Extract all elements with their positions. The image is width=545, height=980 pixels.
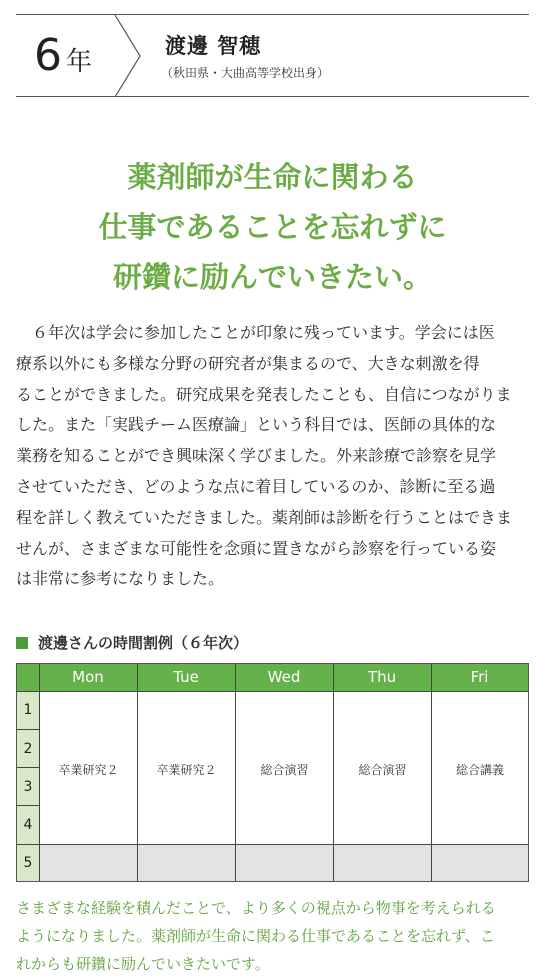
green-square-icon [16,637,28,649]
day-header-mon: Mon [39,664,137,691]
header-bottom-rule [16,96,529,97]
class-entry-tue: 卒業研究２ [156,763,217,777]
header-divider [17,691,528,692]
footer-line: れからも研鑽に励んでいきたいです。 [16,955,270,973]
day-header-wed: Wed [235,664,333,691]
period-3: 3 [17,768,39,806]
period-divider [17,729,39,730]
student-name: 渡邊 智穂 [165,34,262,58]
period-5-cells [39,845,528,881]
period-divider [17,767,39,768]
grade-unit: 年 [66,47,93,77]
schedule-title [16,632,248,653]
student-school: （秋田県・大曲高等学校出身） [161,66,330,80]
body-line: せんが、さまざまな可能性を念頭に置きながら診察を行っている姿 [16,538,497,558]
body-line: 業務を知ることができ興味深く学びました。外来診療で診察を見学 [16,446,497,466]
day-header-tue: Tue [137,664,235,691]
period-divider [17,805,39,806]
chevron-divider-icon [113,14,143,98]
period-5: 5 [17,845,39,881]
class-entry-wed: 総合演習 [260,763,309,777]
body-paragraph [16,318,529,595]
body-line: ６年次は学会に参加したことが印象に残っています。学会には医 [16,323,495,342]
period-1: 1 [17,691,39,729]
class-entry-thu: 総合演習 [358,763,407,777]
schedule-title-text: 渡邊さんの時間割例（６年次） [38,634,249,652]
body-line: 療系以外にも多様な分野の研究者が集まるので、大きな刺激を得 [16,353,480,373]
grade-number: 6 [34,30,62,81]
day-header-thu: Thu [333,664,431,691]
headline-line: 研鑽に励んでいきたい。 [112,260,432,294]
footer-caption [16,894,529,978]
body-line: 程を詳しく教えていただきました。薬剤師は診断を行うことはできま [16,507,513,527]
headline [0,152,545,302]
period-2: 2 [17,730,39,768]
day-header-fri: Fri [431,664,528,691]
body-line: した。また「実践チーム医療論」という科目では、医師の具体的な [16,415,497,435]
body-line: は非常に参考になりました。 [16,569,225,589]
period-5-divider [17,844,528,845]
period-4: 4 [17,806,39,844]
top-rule [16,14,529,15]
grade-label [34,28,92,90]
timetable-corner [17,664,39,691]
body-line: させていただき、どのような点に着目しているのか、診断に至る過 [16,476,496,496]
timetable [16,663,529,882]
class-entry-fri: 総合講義 [455,763,504,777]
headline-line: 薬剤師が生命に関わる [127,160,418,194]
footer-line: さまざまな経験を積んだことで、より多くの視点から物事を考えられる [16,899,496,917]
body-line: ることができました。研究成果を発表したことも、自信につながりま [16,384,512,404]
headline-line: 仕事であることを忘れずに [98,210,447,244]
class-entry-mon: 卒業研究２ [58,763,119,777]
footer-line: ようになりました。薬剤師が生命に関わる仕事であることを忘れず、こ [16,927,495,945]
